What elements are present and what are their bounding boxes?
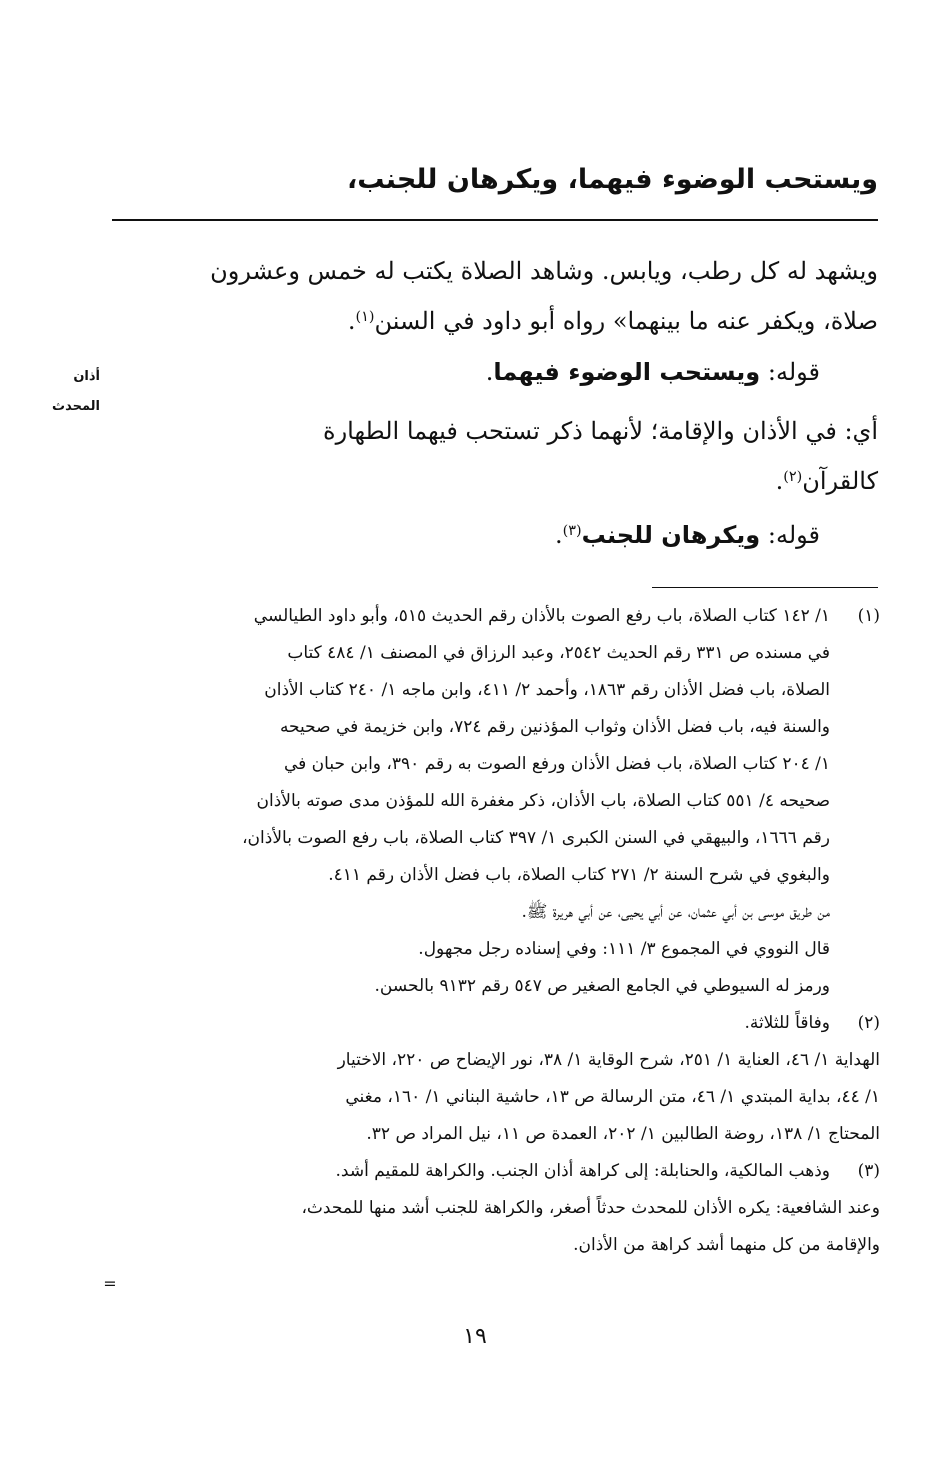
qawl-wudu-end: . <box>485 358 494 386</box>
explanation-line-2-text: كالقرآن <box>802 467 878 495</box>
footnote-line: الصلاة، باب فضل الأذان رقم ١٨٦٣، وأحمد ٢/ ٤١١، وابن ماجه ١/ ٢٤٠ كتاب الأذان <box>264 680 830 700</box>
qawl-junub-prefix: قوله: <box>767 521 820 549</box>
footnote-2-first: وفاقاً للثلاثة. <box>744 1013 830 1033</box>
footnote-1 <box>100 598 880 1005</box>
footnote-line: صحيحه ٤/ ٥٥١ كتاب الصلاة، باب الأذان، ذكر مغفرة الله للمؤذن مدى صوته بالأذان <box>256 791 830 811</box>
footnote-line: والسنة فيه، باب فضل الأذان وثواب المؤذنين رقم ٧٢٤، وابن خزيمة في صحيحه <box>279 717 830 737</box>
footnote-line: قال النووي في المجموع ٣/ ١١١: وفي إسناده رجل مجهول. <box>418 939 830 959</box>
footnote-2 <box>100 1005 880 1042</box>
footnote-line: ١/ ١٤٢ كتاب الصلاة، باب رفع الصوت بالأذان رقم الحديث ٥١٥، وأبو داود الطيالسي <box>253 606 830 626</box>
footnote-rule <box>652 587 878 588</box>
hadith-paragraph <box>104 246 878 346</box>
explanation-line-2-end: . <box>775 467 784 495</box>
footnote-line: من طريق موسى بن أبي عثمان، عن أبي يحيى، عن أبي هريرة ﷺ. <box>521 902 830 922</box>
hadith-line-1: ويشهد له كل رطب، ويابس. وشاهد الصلاة يكتب له خمس وعشرون <box>210 257 878 285</box>
footnote-line: رقم ١٦٦٦، والبيهقي في السنن الكبرى ١/ ٣٩٧ كتاب الصلاة، باب رفع الصوت بالأذان، <box>242 828 830 848</box>
margin-note-line-1: أذان <box>73 369 100 384</box>
margin-note-line-2: المحدث <box>52 399 100 414</box>
qawl-junub-text: ويكرهان للجنب <box>581 521 761 549</box>
qawl-wudu-text: ويستحب الوضوء فيهما <box>493 358 761 386</box>
continuation-mark: = <box>103 1274 117 1293</box>
hadith-line-2-end: . <box>347 307 356 335</box>
footnote-ref-1: (١) <box>355 309 375 326</box>
footnote-ref-2: (٢) <box>783 469 803 486</box>
footnote-line: في مسنده ص ٣٣١ رقم الحديث ٢٥٤٢، وعبد الرزاق في المصنف ١/ ٤٨٤ كتاب <box>287 643 830 663</box>
qawl-wudu <box>486 352 820 392</box>
footnote-line: والبغوي في شرح السنة ٢/ ٢٧١ كتاب الصلاة، باب فضل الأذان رقم ٤١١. <box>328 865 830 885</box>
matn-heading <box>108 160 878 200</box>
footnote-1-number: (١) <box>857 606 880 626</box>
footnote-line: ١/ ٢٠٤ كتاب الصلاة، باب فضل الأذان ورفع الصوت به رقم ٣٩٠، وابن حبان في <box>283 754 830 774</box>
explanation-line-2 <box>104 456 878 506</box>
footnote-2-body <box>100 1042 880 1153</box>
footnotes <box>100 598 880 1264</box>
qawl-junub <box>555 515 820 555</box>
hadith-line-2-text: صلاة، ويكفر عنه ما بينهما» رواه أبو داود في السنن <box>374 307 878 335</box>
footnote-2-number: (٢) <box>857 1013 880 1033</box>
page-number: ١٩ <box>463 1324 487 1349</box>
qawl-wudu-prefix: قوله: <box>767 358 820 386</box>
footnote-1-body <box>100 598 830 1005</box>
matn-line: ويستحب الوضوء فيهما، ويكرهان للجنب، <box>346 164 878 195</box>
footnote-line: ورمز له السيوطي في الجامع الصغير ص ٥٤٧ رقم ٩١٣٢ بالحسن. <box>374 976 830 996</box>
footnote-3-body <box>100 1190 880 1264</box>
top-rule <box>112 219 878 221</box>
footnote-line: والإقامة من كل منهما أشد كراهة من الأذان. <box>573 1235 880 1255</box>
footnote-line: ١/ ٤٤، بداية المبتدي ١/ ٤٦، متن الرسالة ص ١٣، حاشية البناني ١/ ١٦٠، مغني <box>345 1087 880 1107</box>
explanation-line-1: أي: في الأذان والإقامة؛ لأنهما ذكر تستحب فيهما الطهارة <box>323 417 878 445</box>
hadith-line-2 <box>104 296 878 346</box>
margin-note <box>22 362 100 422</box>
footnote-ref-3: (٣) <box>562 523 582 540</box>
explanation-paragraph <box>104 406 878 506</box>
footnote-line: المحتاج ١/ ١٣٨، روضة الطالبين ١/ ٢٠٢، العمدة ص ١١، نيل المراد ص ٣٢. <box>366 1124 880 1144</box>
footnote-3 <box>100 1153 880 1190</box>
footnote-line: الهداية ١/ ٤٦، العناية ١/ ٢٥١، شرح الوقاية ١/ ٣٨، نور الإيضاح ص ٢٢٠، الاختيار <box>337 1050 880 1070</box>
footnote-3-first: وذهب المالكية، والحنابلة: إلى كراهة أذان الجنب. والكراهة للمقيم أشد. <box>335 1161 830 1181</box>
footnote-line: وعند الشافعية: يكره الأذان للمحدث حدثاً أصغر، والكراهة للجنب أشد منها للمحدث، <box>301 1198 880 1218</box>
qawl-junub-end: . <box>554 521 563 549</box>
footnote-3-number: (٣) <box>857 1161 880 1181</box>
